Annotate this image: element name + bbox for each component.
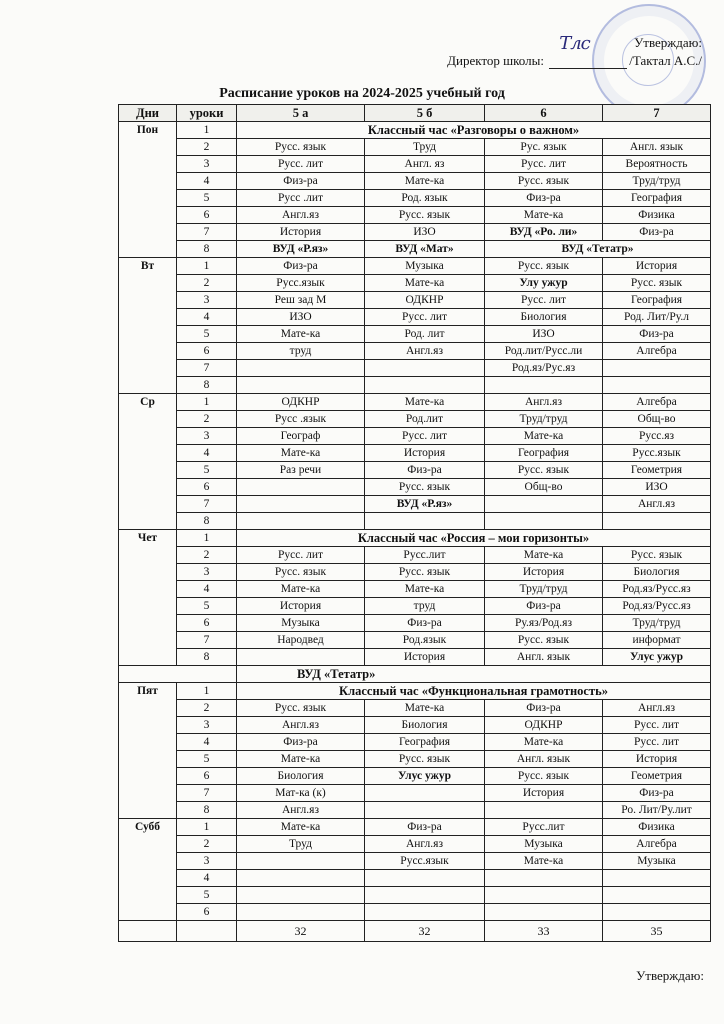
subject-cell: Англ.яз (603, 700, 711, 717)
subject-cell: Мате-ка (237, 326, 365, 343)
subject-cell: Биология (485, 309, 603, 326)
schedule-row (119, 530, 711, 547)
subject-cell: История (603, 258, 711, 275)
schedule-row (119, 411, 711, 428)
schedule-row (119, 292, 711, 309)
approve-label: Утверждаю: (634, 35, 702, 50)
subject-cell: Англ.яз (237, 207, 365, 224)
subject-cell (603, 870, 711, 887)
schedule-row (119, 615, 711, 632)
day-label: Субб (119, 819, 177, 921)
document-title: Расписание уроков на 2024-2025 учебный год (219, 86, 505, 101)
schedule-row (119, 632, 711, 649)
lesson-number: 5 (177, 751, 237, 768)
subject-cell: Алгебра (603, 394, 711, 411)
schedule-row (119, 122, 711, 139)
col-lessons: уроки (177, 105, 237, 122)
subject-cell (365, 802, 485, 819)
subject-cell (485, 377, 603, 394)
subject-cell: История (237, 224, 365, 241)
total-5b: 32 (365, 921, 485, 942)
lesson-number: 6 (177, 768, 237, 785)
subject-cell (485, 802, 603, 819)
class-hour-cell: Классный час «Функциональная грамотность» (237, 683, 711, 700)
subject-cell: Русс .лит (237, 190, 365, 207)
schedule-row (119, 139, 711, 156)
subject-cell: ВУД «Тетатр» (485, 241, 711, 258)
subject-cell: Физ-ра (485, 700, 603, 717)
schedule-row (119, 547, 711, 564)
subject-cell: Русс. лит (603, 717, 711, 734)
totals-row (119, 921, 711, 942)
schedule-row (119, 462, 711, 479)
subject-cell: Труд/труд (603, 173, 711, 190)
subject-cell: Англ.яз (603, 496, 711, 513)
subject-cell (485, 870, 603, 887)
subject-cell (485, 904, 603, 921)
class-hour-cell: Классный час «Россия – мои горизонты» (237, 530, 711, 547)
subject-cell (603, 887, 711, 904)
subject-cell: Мате-ка (365, 173, 485, 190)
subject-cell: Физика (603, 819, 711, 836)
subject-cell: Биология (237, 768, 365, 785)
subject-cell: География (603, 292, 711, 309)
schedule-row (119, 734, 711, 751)
subject-cell: Род.лит (365, 411, 485, 428)
schedule-row (119, 751, 711, 768)
subject-cell: Род. язык (365, 190, 485, 207)
subject-cell: информат (603, 632, 711, 649)
schedule-row (119, 496, 711, 513)
lesson-number: 6 (177, 343, 237, 360)
subject-cell: Реш зад М (237, 292, 365, 309)
subject-cell (365, 360, 485, 377)
subject-cell: Англ.яз (485, 394, 603, 411)
subject-cell: Русс. лит (365, 309, 485, 326)
subject-cell: Русс. язык (237, 564, 365, 581)
schedule-row (119, 870, 711, 887)
director-signature: Тлс (559, 33, 590, 54)
subject-cell: Англ. язык (485, 751, 603, 768)
day-label: Вт (119, 258, 177, 394)
subject-cell: Русс. язык (603, 547, 711, 564)
subject-cell: ВУД «Р.яз» (237, 241, 365, 258)
subject-cell (485, 513, 603, 530)
schedule-row (119, 700, 711, 717)
subject-cell: Физ-ра (603, 785, 711, 802)
schedule-row (119, 717, 711, 734)
subject-cell: ОДКНР (485, 717, 603, 734)
schedule-row (119, 156, 711, 173)
subject-cell: Русс. язык (365, 751, 485, 768)
subject-cell: Геометрия (603, 768, 711, 785)
subject-cell: Труд/труд (485, 581, 603, 598)
subject-cell: История (365, 445, 485, 462)
lesson-number: 8 (177, 513, 237, 530)
subject-cell: Общ-во (485, 479, 603, 496)
subject-cell: Русс. язык (365, 564, 485, 581)
footer-approve: Утверждаю: (636, 968, 704, 983)
total-7: 35 (603, 921, 711, 942)
lesson-number: 5 (177, 887, 237, 904)
schedule-row (119, 819, 711, 836)
subject-cell (237, 904, 365, 921)
subject-cell: Русс.язык (237, 275, 365, 292)
subject-cell: Алгебра (603, 343, 711, 360)
lesson-number: 8 (177, 241, 237, 258)
subject-cell: Русс.язык (603, 445, 711, 462)
subject-cell: Русс .язык (237, 411, 365, 428)
day-label: Пят (119, 683, 177, 819)
subject-cell: Англ.яз (237, 717, 365, 734)
subject-cell: Русс.лит (365, 547, 485, 564)
subject-cell: Улус ужур (603, 649, 711, 666)
lesson-number: 7 (177, 360, 237, 377)
subject-cell: Русс. лит (603, 734, 711, 751)
subject-cell: География (365, 734, 485, 751)
schedule-row (119, 394, 711, 411)
day-label: Чет (119, 530, 177, 666)
subject-cell: Мате-ка (237, 581, 365, 598)
schedule-row (119, 513, 711, 530)
subject-cell: Вероятность (603, 156, 711, 173)
subject-cell: Род. лит (365, 326, 485, 343)
subject-cell: Род.яз/Русс.яз (603, 598, 711, 615)
subject-cell: Русс. язык (365, 479, 485, 496)
col-days: Дни (119, 105, 177, 122)
subject-cell (237, 377, 365, 394)
subject-cell: ИЗО (603, 479, 711, 496)
subject-cell (365, 887, 485, 904)
subject-cell: Русс. язык (485, 258, 603, 275)
schedule-row (119, 666, 711, 683)
lesson-number: 3 (177, 853, 237, 870)
subject-cell: Рус. язык (485, 139, 603, 156)
subject-cell: Род.язык (365, 632, 485, 649)
subject-cell: Общ-во (603, 411, 711, 428)
subject-cell: Род. Лит/Ру.л (603, 309, 711, 326)
lesson-number: 4 (177, 445, 237, 462)
subject-cell: Физ-ра (237, 173, 365, 190)
lesson-number: 4 (177, 870, 237, 887)
lesson-number: 5 (177, 190, 237, 207)
subject-cell: ИЗО (365, 224, 485, 241)
lesson-number: 8 (177, 802, 237, 819)
subject-cell: Труд (365, 139, 485, 156)
schedule-row (119, 190, 711, 207)
subject-cell: Физ-ра (237, 258, 365, 275)
lesson-number: 4 (177, 309, 237, 326)
subject-cell: Биология (365, 717, 485, 734)
subject-cell: Мате-ка (365, 581, 485, 598)
subject-cell: Русс. язык (237, 700, 365, 717)
subject-cell (603, 377, 711, 394)
col-5b: 5 б (365, 105, 485, 122)
lesson-number: 2 (177, 139, 237, 156)
subject-cell: История (485, 564, 603, 581)
schedule-row (119, 836, 711, 853)
subject-cell: Улу ужур (485, 275, 603, 292)
subject-cell: Русс. язык (237, 139, 365, 156)
schedule-row (119, 224, 711, 241)
director-label: Директор школы: (447, 53, 544, 68)
subject-cell: Труд/труд (603, 615, 711, 632)
subject-cell (237, 360, 365, 377)
class-hour-cell: Классный час «Разговоры о важном» (237, 122, 711, 139)
subject-cell: Русс.лит (485, 819, 603, 836)
lesson-number: 7 (177, 224, 237, 241)
subject-cell: Мате-ка (485, 547, 603, 564)
subject-cell: Русс. язык (603, 275, 711, 292)
subject-cell: Мате-ка (365, 700, 485, 717)
subject-cell: труд (237, 343, 365, 360)
schedule-row (119, 785, 711, 802)
subject-cell (365, 513, 485, 530)
subject-cell: Русс. язык (365, 207, 485, 224)
lesson-number: 1 (177, 530, 237, 547)
subject-cell: Русс.яз (603, 428, 711, 445)
lesson-number: 1 (177, 819, 237, 836)
total-5a: 32 (237, 921, 365, 942)
banner-blank (119, 666, 237, 683)
schedule-row (119, 343, 711, 360)
subject-cell: Физ-ра (365, 615, 485, 632)
totals-blank (177, 921, 237, 942)
lesson-number: 6 (177, 479, 237, 496)
lesson-number: 6 (177, 207, 237, 224)
lesson-number: 3 (177, 292, 237, 309)
lesson-number: 6 (177, 904, 237, 921)
subject-cell: Труд (237, 836, 365, 853)
col-5a: 5 а (237, 105, 365, 122)
schedule-row (119, 173, 711, 190)
subject-cell: Музыка (365, 258, 485, 275)
schedule-row (119, 428, 711, 445)
subject-cell: Русс. язык (485, 173, 603, 190)
subject-cell (237, 853, 365, 870)
schedule-row (119, 581, 711, 598)
approval-block (447, 34, 702, 69)
schedule-row (119, 309, 711, 326)
subject-cell: Англ. яз (365, 156, 485, 173)
subject-cell: Русс. лит (237, 156, 365, 173)
subject-cell: Род.яз/Рус.яз (485, 360, 603, 377)
subject-cell: Русс. язык (485, 768, 603, 785)
lesson-number: 7 (177, 785, 237, 802)
lesson-number: 3 (177, 564, 237, 581)
schedule-row (119, 887, 711, 904)
schedule-row (119, 479, 711, 496)
subject-cell (365, 377, 485, 394)
subject-cell: Англ.яз (365, 343, 485, 360)
subject-cell: География (485, 445, 603, 462)
schedule-row (119, 326, 711, 343)
subject-cell: Алгебра (603, 836, 711, 853)
lesson-number: 1 (177, 258, 237, 275)
subject-cell (237, 479, 365, 496)
subject-cell: Русс. язык (485, 632, 603, 649)
subject-cell: История (237, 598, 365, 615)
activity-banner: ВУД «Тетатр» (237, 666, 711, 683)
schedule-row (119, 768, 711, 785)
lesson-number: 3 (177, 428, 237, 445)
schedule-row (119, 564, 711, 581)
subject-cell: Биология (603, 564, 711, 581)
subject-cell: Англ.яз (237, 802, 365, 819)
lesson-number: 7 (177, 632, 237, 649)
subject-cell: Ру.яз/Род.яз (485, 615, 603, 632)
subject-cell: Мате-ка (237, 445, 365, 462)
subject-cell: Род.лит/Русс.ли (485, 343, 603, 360)
lesson-number: 3 (177, 156, 237, 173)
subject-cell: Мате-ка (365, 275, 485, 292)
subject-cell (237, 513, 365, 530)
subject-cell: труд (365, 598, 485, 615)
subject-cell: Физ-ра (365, 819, 485, 836)
subject-cell: Мат-ка (к) (237, 785, 365, 802)
lesson-number: 2 (177, 411, 237, 428)
subject-cell (237, 870, 365, 887)
subject-cell: Ро. Лит/Ру.лит (603, 802, 711, 819)
subject-cell: Улус ужур (365, 768, 485, 785)
subject-cell: Физика (603, 207, 711, 224)
subject-cell: Русс. лит (237, 547, 365, 564)
subject-cell: Мате-ка (485, 428, 603, 445)
schedule-table (118, 104, 711, 942)
subject-cell: ИЗО (485, 326, 603, 343)
schedule-row (119, 275, 711, 292)
subject-cell: Англ. язык (485, 649, 603, 666)
subject-cell (365, 870, 485, 887)
subject-cell: ИЗО (237, 309, 365, 326)
subject-cell (603, 904, 711, 921)
subject-cell: Англ.яз (365, 836, 485, 853)
subject-cell: Русс. лит (485, 292, 603, 309)
subject-cell: Русс. лит (485, 156, 603, 173)
subject-cell: Мате-ка (237, 819, 365, 836)
schedule-row (119, 258, 711, 275)
lesson-number: 2 (177, 700, 237, 717)
subject-cell: Русс. лит (365, 428, 485, 445)
subject-cell: Физ-ра (237, 734, 365, 751)
day-label: Ср (119, 394, 177, 530)
subject-cell: ОДКНР (365, 292, 485, 309)
day-label: Пон (119, 122, 177, 258)
subject-cell: Труд/труд (485, 411, 603, 428)
subject-cell (237, 649, 365, 666)
subject-cell: Мате-ка (485, 734, 603, 751)
subject-cell: ОДКНР (237, 394, 365, 411)
subject-cell: ВУД «Ро. ли» (485, 224, 603, 241)
schedule-row (119, 241, 711, 258)
subject-cell: ВУД «Мат» (365, 241, 485, 258)
totals-blank (119, 921, 177, 942)
schedule-row (119, 377, 711, 394)
subject-cell: Англ. язык (603, 139, 711, 156)
subject-cell: Физ-ра (603, 224, 711, 241)
subject-cell: Мате-ка (485, 853, 603, 870)
lesson-number: 4 (177, 581, 237, 598)
subject-cell: Музыка (603, 853, 711, 870)
lesson-number: 1 (177, 122, 237, 139)
schedule-body (119, 122, 711, 921)
schedule-row (119, 207, 711, 224)
lesson-number: 2 (177, 275, 237, 292)
subject-cell (237, 887, 365, 904)
lesson-number: 5 (177, 462, 237, 479)
lesson-number: 2 (177, 547, 237, 564)
subject-cell: ВУД «Р.яз» (365, 496, 485, 513)
subject-cell: История (485, 785, 603, 802)
subject-cell: Музыка (485, 836, 603, 853)
subject-cell (603, 360, 711, 377)
subject-cell: История (603, 751, 711, 768)
header-row (119, 105, 711, 122)
lesson-number: 2 (177, 836, 237, 853)
lesson-number: 6 (177, 615, 237, 632)
subject-cell: Род.яз/Русс.яз (603, 581, 711, 598)
col-6: 6 (485, 105, 603, 122)
schedule-row (119, 445, 711, 462)
schedule-row (119, 598, 711, 615)
subject-cell (237, 496, 365, 513)
lesson-number: 8 (177, 377, 237, 394)
subject-cell: Русс. язык (485, 462, 603, 479)
subject-cell: Географ (237, 428, 365, 445)
schedule-row (119, 904, 711, 921)
subject-cell: Мате-ка (485, 207, 603, 224)
schedule-row (119, 649, 711, 666)
subject-cell (365, 904, 485, 921)
subject-cell: Геометрия (603, 462, 711, 479)
subject-cell: География (603, 190, 711, 207)
subject-cell: Физ-ра (365, 462, 485, 479)
col-7: 7 (603, 105, 711, 122)
subject-cell (603, 513, 711, 530)
schedule-row (119, 360, 711, 377)
subject-cell: Раз речи (237, 462, 365, 479)
director-name: /Тактал А.С./ (629, 53, 702, 68)
subject-cell: Физ-ра (485, 190, 603, 207)
lesson-number: 1 (177, 683, 237, 700)
subject-cell (485, 496, 603, 513)
subject-cell: История (365, 649, 485, 666)
subject-cell: Физ-ра (603, 326, 711, 343)
lesson-number: 5 (177, 326, 237, 343)
subject-cell (365, 785, 485, 802)
subject-cell: Народвед (237, 632, 365, 649)
lesson-number: 7 (177, 496, 237, 513)
subject-cell: Русс.язык (365, 853, 485, 870)
schedule-row (119, 802, 711, 819)
subject-cell: Мате-ка (365, 394, 485, 411)
lesson-number: 3 (177, 717, 237, 734)
schedule-row (119, 853, 711, 870)
schedule-row (119, 683, 711, 700)
lesson-number: 8 (177, 649, 237, 666)
lesson-number: 5 (177, 598, 237, 615)
subject-cell: Физ-ра (485, 598, 603, 615)
total-6: 33 (485, 921, 603, 942)
lesson-number: 4 (177, 734, 237, 751)
lesson-number: 4 (177, 173, 237, 190)
signature-line (549, 33, 627, 69)
subject-cell: Мате-ка (237, 751, 365, 768)
lesson-number: 1 (177, 394, 237, 411)
subject-cell (485, 887, 603, 904)
subject-cell: Музыка (237, 615, 365, 632)
